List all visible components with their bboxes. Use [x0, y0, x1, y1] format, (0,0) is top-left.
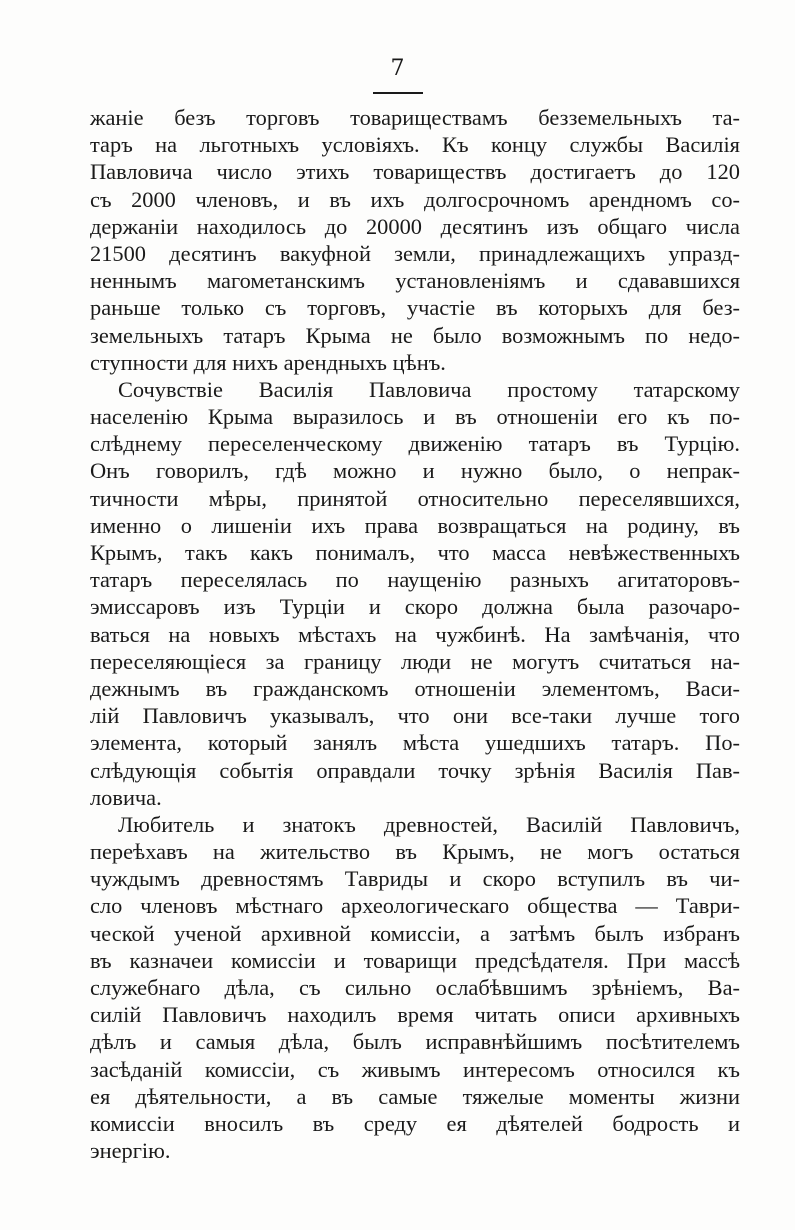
text-line: переселяющіеся за границу люди не могутъ считаться на-: [90, 648, 740, 674]
text-line: населенію Крыма выразилось и въ отношеніи его къ по-: [90, 404, 740, 430]
text-line: ступности для нихъ арендныхъ цѣнъ.: [90, 349, 446, 375]
text-line: переѣхавъ на жительство въ Крымъ, не могъ остаться: [90, 839, 740, 865]
text-line: сло членовъ мѣстнаго археологическаго общества — Таври-: [90, 893, 740, 919]
text-line: 21500 десятинъ вакуфной земли, принадлежащихъ упразд-: [90, 240, 740, 266]
text-line: въ казначеи комиссіи и товарищи предсѣдателя. При массѣ: [90, 947, 740, 973]
text-line: Любитель и знатокъ древностей, Василій Павловичъ,: [118, 811, 740, 837]
paragraph: [90, 376, 740, 811]
text-line: ея дѣятельности, а въ самые тяжелые моменты жизни: [90, 1083, 740, 1109]
text-line: служебнаго дѣла, съ сильно ослабѣвшимъ зрѣніемъ, Ва-: [90, 975, 740, 1000]
paragraph: [90, 104, 740, 376]
text-line: слѣдующія событія оправдали точку зрѣнія Василія Пав-: [90, 757, 740, 783]
text-line: Крымъ, такъ какъ понималъ, что масса невѣжественныхъ: [90, 540, 740, 565]
text-line: жаніе безъ торговъ товариществамъ безземельныхъ та-: [90, 105, 740, 130]
text-line: дежнымъ въ гражданскомъ отношеніи элементомъ, Васи-: [90, 675, 740, 701]
text-line: слѣднему переселенческому движенію татаръ въ Турцію.: [90, 431, 740, 457]
body-text: [90, 104, 740, 1164]
text-line: таръ на льготныхъ условіяхъ. Къ концу службы Василія: [90, 132, 740, 158]
text-line: тичности мѣры, принятой относительно переселявшихся,: [90, 485, 740, 511]
text-line: силій Павловичъ находилъ время читать описи архивныхъ: [90, 1002, 740, 1028]
text-line: энергію.: [90, 1138, 171, 1164]
text-line: лій Павловичъ указывалъ, что они все-таки лучше того: [90, 703, 740, 729]
text-line: эмиссаровъ изъ Турціи и скоро должна была разочаро-: [90, 594, 740, 620]
text-line: засѣданій комиссіи, съ живымъ интересомъ относился къ: [90, 1056, 740, 1082]
text-line: земельныхъ татаръ Крыма не было возможнымъ по недо-: [90, 322, 740, 348]
text-line: Павловича число этихъ товариществъ достигаетъ до 120: [90, 159, 740, 185]
text-line: чуждымъ древностямъ Тавриды и скоро вступилъ въ чи-: [90, 866, 740, 892]
page-number-rule: [373, 92, 423, 94]
text-line: ваться на новыхъ мѣстахъ на чужбинѣ. На замѣчанія, что: [90, 621, 740, 647]
text-line: раньше только съ торговъ, участіе въ которыхъ для без-: [90, 295, 740, 321]
text-line: Онъ говорилъ, гдѣ можно и нужно было, о непрак-: [90, 458, 740, 484]
text-line: татаръ переселялась по наущенію разныхъ агитаторовъ-: [90, 567, 740, 593]
text-line: держаніи находилось до 20000 десятинъ изъ общаго числа: [90, 213, 740, 239]
text-line: дѣлъ и самыя дѣла, былъ исправнѣйшимъ посѣтителемъ: [90, 1029, 740, 1055]
paragraph: [90, 811, 740, 1164]
text-line: элемента, который занялъ мѣста ушедшихъ татаръ. По-: [90, 730, 740, 756]
page-number: 7: [390, 56, 405, 81]
text-line: съ 2000 членовъ, и въ ихъ долгосрочномъ арендномъ со-: [90, 186, 740, 212]
text-line: комиссіи вносилъ въ среду ея дѣятелей бодрость и: [90, 1110, 740, 1136]
text-line: Сочувствіе Василія Павловича простому татарскому: [118, 376, 740, 402]
text-line: именно о лишеніи ихъ права возвращаться на родину, въ: [90, 512, 740, 538]
text-line: ческой ученой архивной комиссіи, а затѣмъ былъ избранъ: [90, 920, 740, 946]
text-line: неннымъ магометанскимъ установленіямъ и сдававшихся: [90, 268, 740, 294]
text-line: ловича.: [90, 784, 162, 810]
